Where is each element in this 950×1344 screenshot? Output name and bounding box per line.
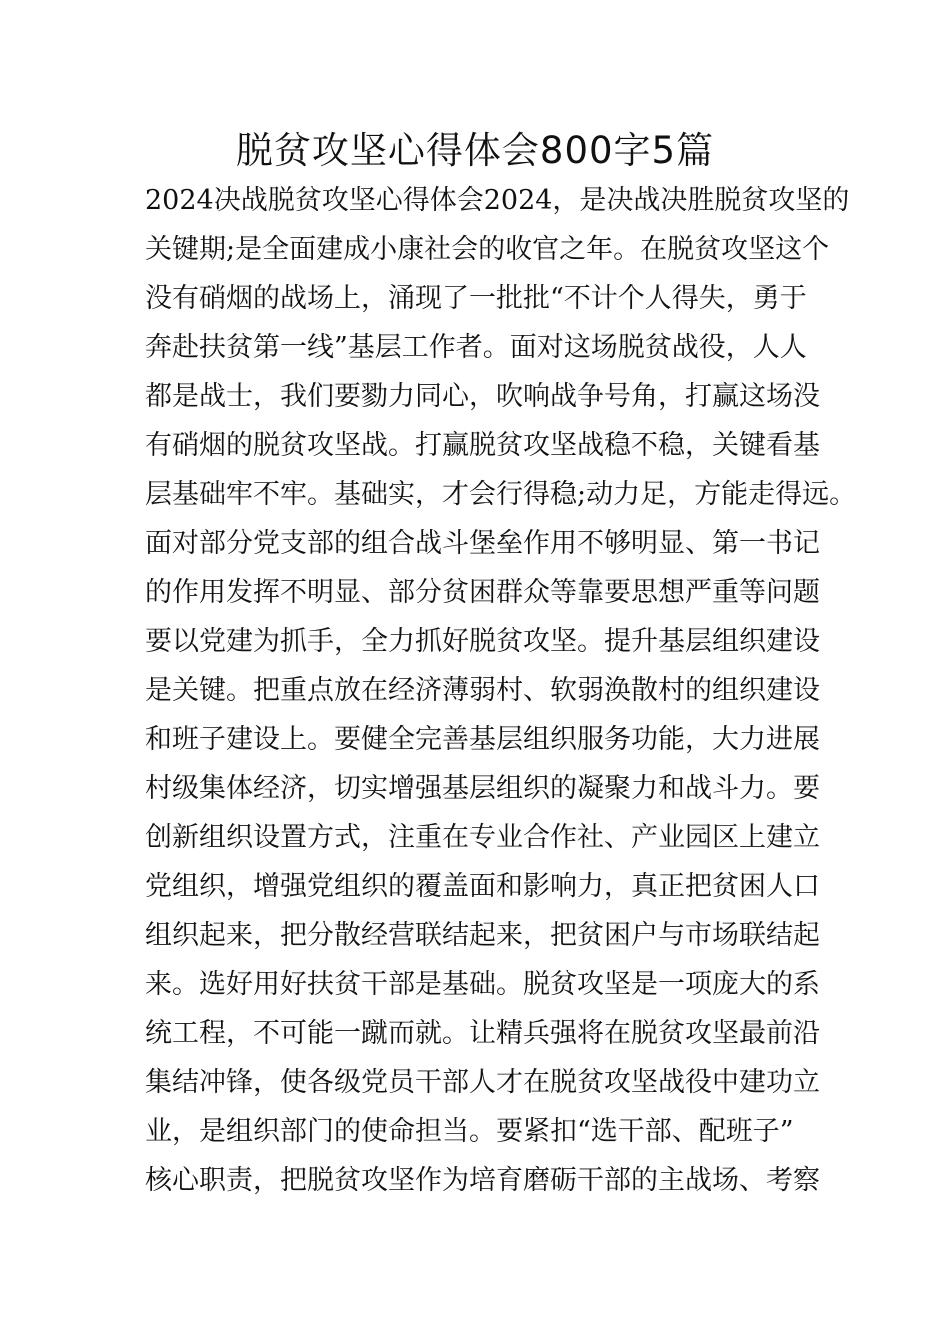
body-line: 要以党建为抓手，全力抓好脱贫攻坚。提升基层组织建设 bbox=[145, 626, 820, 657]
body-line: 统工程，不可能一蹴而就。让精兵强将在脱贫攻坚最前沿 bbox=[145, 1018, 820, 1049]
body-line: 创新组织设置方式，注重在专业合作社、产业园区上建立 bbox=[145, 822, 820, 853]
body-line: 核心职责，把脱贫攻坚作为培育磨砺干部的主战场、考察 bbox=[145, 1165, 820, 1196]
body-line: 面对部分党支部的组合战斗堡垒作用不够明显、第一书记 bbox=[145, 528, 820, 559]
document-title: 脱贫攻坚心得体会800字5篇 bbox=[235, 129, 715, 172]
body-line: 业，是组织部门的使命担当。要紧扣“选干部、配班子” bbox=[145, 1116, 794, 1147]
document-body bbox=[145, 176, 857, 1205]
body-line: 村级集体经济，切实增强基层组织的凝聚力和战斗力。要 bbox=[145, 773, 820, 804]
body-line: 组织起来，把分散经营联结起来，把贫困户与市场联结起 bbox=[145, 920, 820, 951]
body-line: 党组织，增强党组织的覆盖面和影响力，真正把贫困人口 bbox=[145, 871, 820, 902]
body-line: 层基础牢不牢。基础实，才会行得稳;动力足，方能走得远。 bbox=[145, 479, 857, 510]
body-line: 奔赴扶贫第一线”基层工作者。面对这场脱贫战役，人人 bbox=[145, 332, 807, 363]
body-line: 来。选好用好扶贫干部是基础。脱贫攻坚是一项庞大的系 bbox=[145, 969, 820, 1000]
body-line: 关键期;是全面建成小康社会的收官之年。在脱贫攻坚这个 bbox=[145, 234, 830, 265]
body-line: 都是战士，我们要勠力同心，吹响战争号角，打赢这场没 bbox=[145, 381, 820, 412]
body-line: 是关键。把重点放在经济薄弱村、软弱涣散村的组织建设 bbox=[145, 675, 820, 706]
body-line: 的作用发挥不明显、部分贫困群众等靠要思想严重等问题 bbox=[145, 577, 820, 608]
body-line: 和班子建设上。要健全完善基层组织服务功能，大力进展 bbox=[145, 724, 820, 755]
body-line: 有硝烟的脱贫攻坚战。打赢脱贫攻坚战稳不稳，关键看基 bbox=[145, 430, 820, 461]
body-line: 2024决战脱贫攻坚心得体会2024，是决战决胜脱贫攻坚的 bbox=[145, 185, 850, 216]
body-line: 没有硝烟的战场上，涌现了一批批“不计个人得失，勇于 bbox=[145, 283, 807, 314]
body-line: 集结冲锋，使各级党员干部人才在脱贫攻坚战役中建功立 bbox=[145, 1067, 820, 1098]
